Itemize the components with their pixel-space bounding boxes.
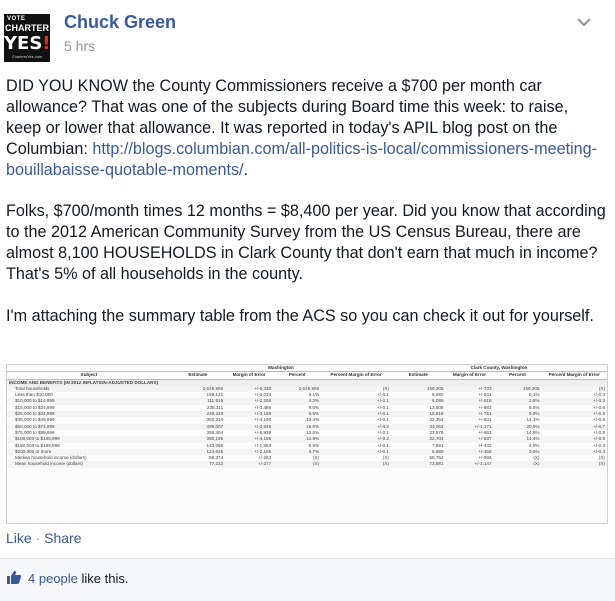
- table-cell: 5,589: [391, 449, 446, 455]
- paragraph-1-end: .: [243, 161, 249, 179]
- table-cell: +/-0.1: [377, 429, 389, 435]
- table-cell: +/-837: [446, 436, 494, 442]
- table-cell: +/-455: [446, 449, 494, 455]
- avatar-line2: CHARTER: [5, 23, 49, 33]
- table-cell: $100,000 to $149,999: [7, 436, 171, 442]
- table-cell: +/-0.5: [542, 411, 608, 417]
- thumbs-up-icon: [6, 569, 22, 585]
- likes-suffix: like this.: [77, 571, 129, 586]
- table-cell: +/-1,171: [446, 424, 494, 430]
- table-cell: +/-0.1: [377, 404, 389, 410]
- table-cell: 8,090: [432, 392, 444, 398]
- table-cell: +/-0.1: [377, 442, 389, 448]
- column-header: Estimate: [391, 372, 446, 379]
- table-cell: +/-0.5: [542, 436, 608, 442]
- acs-summary-table-image[interactable]: [6, 364, 608, 524]
- table-cell: 59,374: [209, 455, 224, 461]
- table-row: [7, 461, 607, 467]
- table-cell: Median household income (dollars): [15, 455, 87, 461]
- table-header-row: [7, 372, 607, 379]
- table-cell: 9.5%: [273, 411, 321, 417]
- table-cell: +/-277: [225, 461, 273, 467]
- table-cell: +/-541: [478, 392, 492, 398]
- table-cell: 143,065: [206, 442, 224, 448]
- table-cell: 159,121: [206, 392, 224, 398]
- column-header: Estimate: [171, 372, 226, 379]
- table-cell: 6,095: [391, 398, 446, 404]
- acs-table: [7, 365, 607, 468]
- table-cell: (X): [494, 461, 542, 467]
- table-cell: Mean household income (dollars): [7, 461, 171, 467]
- table-cell: +/-0.1: [321, 411, 391, 417]
- table-cell: +/-2,165: [225, 449, 273, 455]
- table-cell: $200,000 or more: [7, 449, 171, 455]
- table-cell: $35,000 to $49,999: [15, 417, 55, 423]
- table-cell: 499,007: [171, 424, 226, 430]
- table-cell: (X): [313, 455, 320, 461]
- table-cell: $50,000 to $74,999: [7, 424, 171, 430]
- table-cell: +/-3,946: [225, 424, 273, 430]
- post-actions: [6, 530, 82, 546]
- table-cell: 14.9%: [526, 429, 540, 435]
- table-cell: 15,619: [391, 411, 446, 417]
- table-cell: Less than $10,000: [15, 392, 53, 398]
- table-cell: (X): [542, 461, 608, 467]
- group-header-washington: Washington: [171, 365, 391, 372]
- table-cell: +/-618: [446, 398, 494, 404]
- table-cell: $25,000 to $34,999: [7, 411, 171, 417]
- table-cell: 8.5%: [529, 404, 540, 410]
- table-body: [7, 379, 607, 468]
- table-cell: +/-733: [446, 386, 494, 392]
- post-paragraph-1: [6, 76, 606, 181]
- table-cell: (X): [321, 386, 391, 392]
- table-cell: +/-0.2: [321, 424, 391, 430]
- table-cell: (X): [533, 455, 540, 461]
- columbian-blog-link[interactable]: http://blogs.columbian.com/all-politics-is-local/commissioners-meeting-bouillabaisse-quotable-moments/: [6, 140, 598, 179]
- chevron-down-icon[interactable]: [574, 12, 594, 32]
- table-cell: +/-0.1: [321, 398, 391, 404]
- table-cell: 2,619,995: [171, 386, 226, 392]
- table-cell: +/-5,939: [254, 429, 272, 435]
- table-cell: 124,625: [171, 449, 226, 455]
- table-cell: +/-1,147: [446, 461, 494, 467]
- table-cell: (X): [321, 461, 391, 467]
- table-cell: +/-0.3: [593, 392, 605, 398]
- action-separator: ·: [31, 530, 45, 546]
- table-cell: +/-831: [478, 417, 492, 423]
- section-label: INCOME AND BENEFITS (IN 2012 INFLATION-ADJUSTED DOLLARS): [7, 379, 607, 386]
- table-cell: +/-442: [478, 442, 492, 448]
- share-link[interactable]: Share: [44, 530, 82, 546]
- table-cell: +/-0.6: [593, 429, 605, 435]
- column-header: Margin of Error: [225, 372, 273, 379]
- column-header: Percent Margin of Error: [321, 372, 391, 379]
- table-cell: +/-0.7: [542, 424, 608, 430]
- table-cell: (X): [273, 461, 321, 467]
- table-cell: 14.4%: [494, 436, 542, 442]
- table-cell: 4.7%: [273, 449, 321, 455]
- table-cell: 22,703: [391, 436, 446, 442]
- table-cell: +/-751: [446, 411, 494, 417]
- table-section-row: [7, 379, 607, 386]
- avatar-exclaim: !: [42, 33, 51, 54]
- table-cell: $150,000 to $199,999: [15, 442, 60, 448]
- table-cell: 235,311: [206, 404, 224, 410]
- table-cell: 20.9%: [494, 424, 542, 430]
- post-timestamp[interactable]: 5 hrs: [64, 38, 96, 54]
- table-cell: +/-3,034: [254, 392, 272, 398]
- avatar-url: ChartersYes.com: [11, 54, 43, 59]
- column-header: Subject: [7, 372, 171, 379]
- table-cell: +/-4,155: [225, 436, 273, 442]
- likes-count-link[interactable]: 4 people: [28, 571, 78, 586]
- table-cell: +/-0.3: [542, 449, 608, 455]
- table-cell: +/-4,190: [254, 417, 272, 423]
- table-cell: 33,064: [391, 424, 446, 430]
- table-cell: 58,764: [429, 455, 444, 461]
- table-cell: 9.0%: [308, 404, 320, 410]
- column-header: Percent: [273, 372, 321, 379]
- table-cell: +/-0.1: [377, 417, 389, 423]
- table-cell: +/-0.3: [593, 442, 605, 448]
- table-cell: +/-0.1: [321, 449, 391, 455]
- table-cell: +/-863: [478, 429, 492, 435]
- table-cell: +/-896: [478, 455, 492, 461]
- table-cell: (X): [542, 386, 608, 392]
- table-cell: 7,691: [432, 442, 444, 448]
- table-cell: 77,232: [171, 461, 226, 467]
- table-cell: $15,000 to $24,999: [15, 404, 55, 410]
- table-cell: 390,195: [171, 436, 226, 442]
- table-cell: +/-5,330: [225, 386, 273, 392]
- likes-text: [28, 571, 128, 586]
- table-cell: +/-883: [478, 404, 492, 410]
- table-cell: 9.9%: [494, 411, 542, 417]
- table-cell: +/-0.1: [377, 392, 389, 398]
- table-cell: +/-2,256: [225, 398, 273, 404]
- avatar[interactable]: [4, 14, 50, 62]
- table-cell: 22,354: [429, 417, 444, 423]
- table-cell: +/-3,180: [225, 411, 273, 417]
- table-cell: 13,505: [429, 404, 444, 410]
- table-cell: 5.1%: [529, 392, 540, 398]
- avatar-yes: YES: [4, 33, 43, 54]
- table-cell: 13.6%: [306, 429, 320, 435]
- table-cell: 13.4%: [306, 417, 320, 423]
- table-cell: 4.9%: [529, 442, 540, 448]
- table-cell: 111,915: [171, 398, 226, 404]
- post-paragraph-3: I'm attaching the summary table from the ACS so you can check it out for yourself.: [6, 307, 594, 325]
- blank-header: [7, 365, 171, 372]
- table-cell: 248,220: [171, 411, 226, 417]
- like-link[interactable]: Like: [6, 530, 32, 546]
- group-header-clark: Clark County, Washington: [391, 365, 607, 372]
- table-cell: 5.5%: [308, 442, 320, 448]
- column-header: Percent: [494, 372, 542, 379]
- table-cell: +/-1,854: [254, 442, 272, 448]
- table-cell: 73,981: [391, 461, 446, 467]
- table-cell: 352,214: [206, 417, 224, 423]
- table-cell: (X): [382, 455, 389, 461]
- post-paragraph-2: Folks, $700/month times 12 months = $8,400 per year. Did you know that according to the 2012 American Community Survey from the US Census Bureau, there are almost 8,100 HOUSEHOLDS in Clark County that don't earn that much in income? That's 5% of all households in the county.: [6, 202, 606, 283]
- likes-bar: [0, 559, 615, 601]
- table-cell: $75,000 to $99,999: [15, 429, 55, 435]
- table-cell: Total households: [7, 386, 171, 392]
- table-cell: 356,404: [206, 429, 224, 435]
- table-cell: 14.1%: [526, 417, 540, 423]
- table-cell: +/-0.5: [593, 417, 605, 423]
- table-cell: 158,305: [391, 386, 446, 392]
- author-name[interactable]: Chuck Green: [64, 12, 177, 32]
- column-header: Margin of Error: [446, 372, 494, 379]
- table-cell: 6.1%: [308, 392, 320, 398]
- avatar-line1: VOTE: [7, 16, 26, 22]
- paragraph-1-text: DID YOU KNOW the County Commissioners receive a $700 per month car allowance? That was one of the subjects during Board time this week: to raise, keep or lower that allowance. It was reported in today's APIL blog post on the Columbian:: [6, 77, 569, 158]
- table-cell: 4.3%: [273, 398, 321, 404]
- table-cell: (X): [598, 455, 605, 461]
- table-cell: $10,000 to $14,999: [7, 398, 171, 404]
- table-cell: 2,619,995: [273, 386, 321, 392]
- table-cell: +/-0.3: [542, 398, 608, 404]
- table-cell: 19.0%: [273, 424, 321, 430]
- table-cell: 3.8%: [494, 398, 542, 404]
- table-cell: 3.5%: [494, 449, 542, 455]
- table-cell: +/-263: [258, 455, 272, 461]
- table-cell: 14.9%: [273, 436, 321, 442]
- table-cell: 23,579: [429, 429, 444, 435]
- table-cell: 158,305: [494, 386, 542, 392]
- column-header: Percent Margin of Error: [542, 372, 608, 379]
- table-cell: +/-0.6: [593, 404, 605, 410]
- table-cell: +/-0.2: [321, 436, 391, 442]
- table-cell: +/-3,486: [254, 404, 272, 410]
- avatar-line3: [4, 33, 50, 54]
